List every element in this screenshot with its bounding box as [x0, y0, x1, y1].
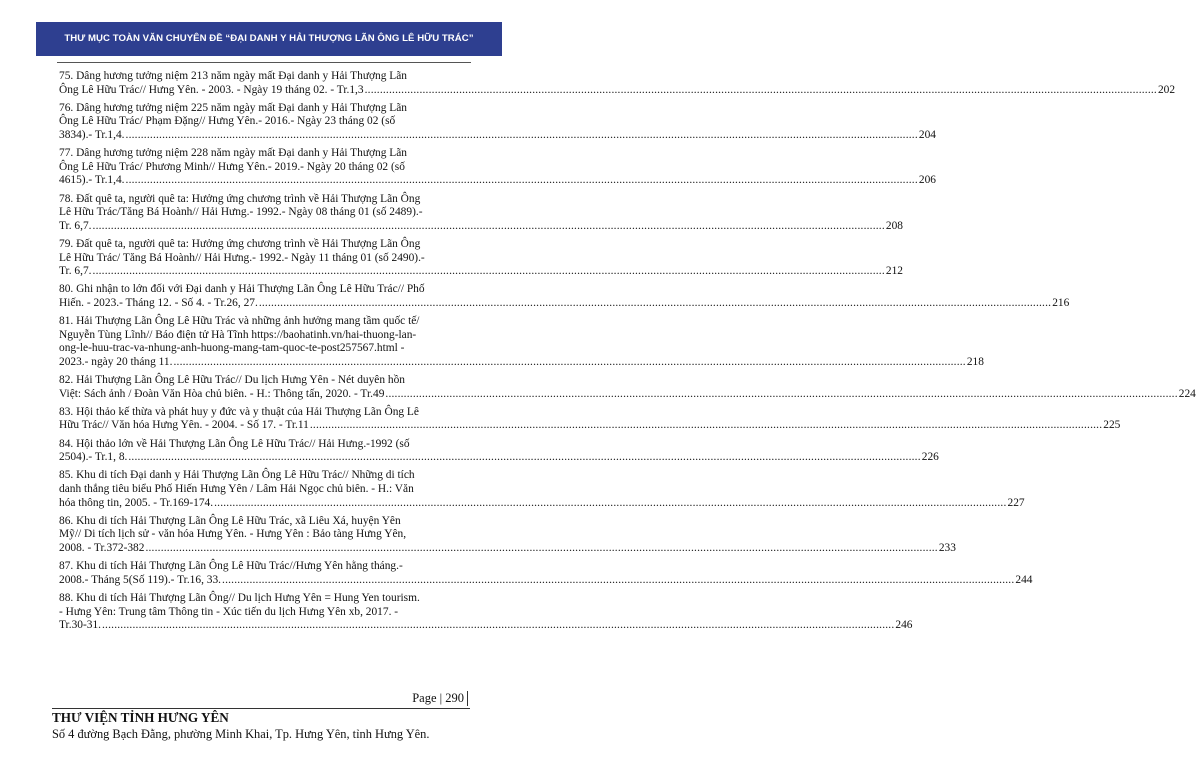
entry-page-number: 204 [918, 128, 936, 141]
entry-final-line [59, 83, 1176, 98]
entry-final-line [59, 541, 956, 556]
entry-page-number: 218 [966, 355, 984, 368]
bibliography-entry [59, 560, 1033, 587]
bibliography-entry [59, 514, 956, 556]
document-banner [36, 22, 502, 56]
entry-text-line: 2504).- Tr.1, 8. [59, 451, 128, 464]
bibliography-entry [59, 237, 903, 279]
entry-final-line [59, 174, 936, 188]
entry-text-line: 2008. - Tr.372-382 [59, 541, 145, 554]
dot-leader: .................................................................................................................................................................................................................................................................... [309, 419, 1103, 432]
entry-page-number: 233 [938, 541, 956, 554]
bibliography-entry [59, 147, 936, 188]
dot-leader: .................................................................................................................................................................................................................................................................... [258, 296, 1052, 309]
entry-text-line: Ông Lê Hữu Trác/ Phạm Đặng// Hưng Yên.- 2016.- Ngày 23 tháng 02 (số [59, 115, 396, 128]
entry-final-line [59, 219, 903, 234]
entry-text-line: Tr. 6,7. [59, 265, 92, 278]
dot-leader: .................................................................................................................................................................................................................................................................... [222, 573, 1015, 586]
bibliography-entry [59, 591, 913, 633]
entry-text-line: 82. Hải Thượng Lãn Ông Lê Hữu Trác// Du lịch Hưng Yên - Nét duyên hồn [59, 374, 405, 387]
dot-leader: .................................................................................................................................................................................................................................................................... [214, 496, 1007, 509]
entry-text-line: 2008.- Tháng 5(Số 119).- Tr.16, 33. [59, 573, 222, 586]
entry-final-line [59, 387, 1196, 402]
entry-text-line: 78. Đất quê ta, người quê ta: Hưởng ứng chương trình về Hải Thượng Lãn Ông [59, 192, 421, 205]
entry-final-line [59, 128, 936, 143]
library-address: Số 4 đường Bạch Đằng, phường Minh Khai, Tp. Hưng Yên, tỉnh Hưng Yên. [52, 727, 430, 741]
page-number: Page | 290 [412, 691, 468, 706]
entry-text-line: 2023.- ngày 20 tháng 11. [59, 355, 173, 368]
entry-text-line: Tr. 6,7. [59, 219, 92, 232]
entry-text-line: 77. Dâng hương tưởng niệm 228 năm ngày mất Đại danh y Hải Thượng Lãn [59, 147, 407, 160]
entry-text-line: Tr.30-31. [59, 619, 101, 632]
entry-text-line: Ông Lê Hữu Trác/ Phương Minh// Hưng Yên.- 2019.- Ngày 20 tháng 02 (số [59, 160, 405, 173]
entry-final-line [59, 296, 1070, 311]
entry-text-line: ong-le-huu-trac-va-nhung-anh-huong-mang-tam-quoc-te-post257567.html - [59, 342, 405, 355]
entry-final-line [59, 451, 939, 465]
entry-text-line: 3834).- Tr.1,4. [59, 128, 125, 141]
bibliography-entry [59, 405, 1121, 433]
bibliography-entry [59, 283, 1070, 310]
entry-page-number: 208 [885, 219, 903, 232]
entry-page-number: 227 [1007, 496, 1025, 509]
dot-leader: .................................................................................................................................................................................................................................................................... [102, 619, 895, 632]
entry-text-line: Lê Hữu Trác/Tăng Bá Hoành// Hải Hưng.- 1992.- Ngày 08 tháng 01 (số 2489).- [59, 206, 423, 219]
entry-text-line: 85. Khu di tích Đại danh y Hải Thượng Lãn Ông Lê Hữu Trác// Những di tích [59, 469, 415, 482]
entry-text-line: Ông Lê Hữu Trác// Hưng Yên. - 2003. - Ngày 19 tháng 02. - Tr.1,3 [59, 83, 364, 96]
bibliography-entry [59, 70, 1176, 97]
entry-text-line: 84. Hội thảo lớn về Hải Thượng Lãn Ông Lê Hữu Trác// Hải Hưng.-1992 (số [59, 437, 410, 450]
entry-text-line: Hiến. - 2023.- Tháng 12. - Số 4. - Tr.26, 27. [59, 296, 258, 309]
entry-text-line: Việt: Sách ảnh / Đoàn Văn Hòa chủ biên. - H.: Thông tấn, 2020. - Tr.49 [59, 387, 385, 400]
dot-leader: .................................................................................................................................................................................................................................................................... [125, 174, 918, 187]
entry-text-line: 83. Hội thảo kế thừa và phát huy y đức và y thuật của Hải Thượng Lãn Ông Lê [59, 405, 419, 418]
library-name: THƯ VIỆN TỈNH HƯNG YÊN [52, 710, 229, 725]
dot-leader: .................................................................................................................................................................................................................................................................... [125, 128, 918, 141]
bibliography-entry [59, 374, 1196, 401]
entry-final-line [59, 573, 1033, 588]
entry-text-line: Hữu Trác// Văn hóa Hưng Yên. - 2004. - Số 17. - Tr.11 [59, 419, 309, 432]
entry-text-line: hóa thông tin, 2005. - Tr.169-174. [59, 496, 214, 509]
entry-final-line [59, 419, 1121, 433]
entry-text-line: 88. Khu di tích Hải Thượng Lãn Ông// Du lịch Hưng Yên = Hung Yen tourism. [59, 591, 420, 604]
banner-title: THƯ MỤC TOÀN VĂN CHUYÊN ĐỀ “ĐẠI DANH Y HẢI THƯỢNG LÃN ÔNG LÊ HỮU TRÁC” [64, 33, 474, 44]
entry-page-number: 224 [1178, 387, 1196, 400]
entry-page-number: 212 [885, 265, 903, 278]
entry-page-number: 226 [921, 451, 939, 464]
entry-page-number: 246 [895, 619, 913, 632]
entry-text-line: Lê Hữu Trác/ Tăng Bá Hoành// Hải Hưng.- 1992.- Ngày 11 tháng 01 (số 2490).- [59, 251, 425, 264]
dot-leader: .................................................................................................................................................................................................................................................................... [92, 265, 885, 278]
entry-text-line: 76. Dâng hương tưởng niệm 225 năm ngày mất Đại danh y Hải Thượng Lãn [59, 101, 407, 114]
footer-divider [52, 708, 470, 709]
dot-leader: .................................................................................................................................................................................................................................................................... [364, 83, 1157, 96]
top-divider [57, 62, 471, 63]
dot-leader: .................................................................................................................................................................................................................................................................... [92, 219, 885, 232]
entry-page-number: 206 [918, 174, 936, 187]
dot-leader: .................................................................................................................................................................................................................................................................... [173, 355, 966, 368]
entry-text-line: 80. Ghi nhận to lớn đối với Đại danh y Hải Thượng Lãn Ông Lê Hữu Trác// Phố [59, 283, 425, 296]
bibliography-entry [59, 101, 936, 143]
bibliography-list [59, 70, 1196, 637]
entry-text-line: Nguyễn Tùng Lĩnh// Báo điện tử Hà Tĩnh https://baohatinh.vn/hai-thuong-lan- [59, 328, 417, 341]
entry-page-number: 216 [1052, 296, 1070, 309]
entry-text-line: 81. Hải Thượng Lãn Ông Lê Hữu Trác và những ảnh hưởng mang tầm quốc tế/ [59, 315, 420, 328]
bibliography-entry [59, 315, 984, 369]
entry-final-line [59, 265, 903, 279]
entry-text-line: - Hưng Yên: Trung tâm Thông tin - Xúc tiến du lịch Hưng Yên xb, 2017. - [59, 605, 399, 618]
entry-page-number: 244 [1015, 573, 1033, 586]
bibliography-entry [59, 192, 903, 234]
bibliography-entry [59, 469, 1025, 510]
entry-text-line: 4615).- Tr.1,4. [59, 174, 125, 187]
dot-leader: .................................................................................................................................................................................................................................................................... [385, 387, 1178, 400]
entry-text-line: 79. Đất quê ta, người quê ta: Hưởng ứng chương trình về Hải Thượng Lãn Ông [59, 237, 421, 250]
entry-text-line: 75. Dâng hương tưởng niệm 213 năm ngày mất Đại danh y Hải Thượng Lãn [59, 70, 407, 82]
entry-final-line [59, 619, 913, 633]
entry-page-number: 225 [1103, 419, 1121, 432]
entry-text-line: Mỹ// Di tích lịch sử - văn hóa Hưng Yên. - Hưng Yên : Bảo tàng Hưng Yên, [59, 528, 407, 541]
entry-text-line: 87. Khu di tích Hải Thượng Lãn Ông Lê Hữu Trác//Hưng Yên hằng tháng.- [59, 560, 403, 573]
entry-text-line: 86. Khu di tích Hải Thượng Lãn Ông Lê Hữu Trác, xã Liêu Xá, huyện Yên [59, 514, 401, 527]
bibliography-entry [59, 437, 939, 465]
entry-final-line [59, 496, 1025, 511]
dot-leader: .................................................................................................................................................................................................................................................................... [128, 451, 921, 464]
entry-text-line: danh thắng tiêu biểu Phố Hiến Hưng Yên / Lâm Hải Ngọc chủ biên. - H.: Văn [59, 482, 414, 495]
entry-final-line [59, 355, 984, 370]
entry-page-number: 202 [1157, 83, 1176, 96]
dot-leader: .................................................................................................................................................................................................................................................................... [145, 541, 938, 554]
